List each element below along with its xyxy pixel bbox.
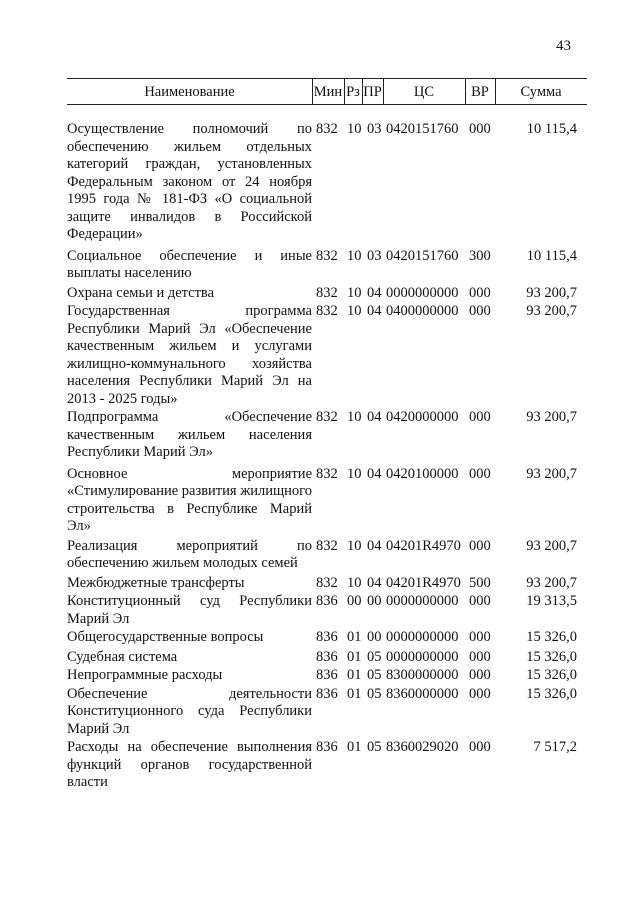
row-pr: 04 (367, 303, 382, 319)
row-pr: 05 (367, 685, 382, 702)
row-min: 832 (316, 284, 338, 301)
row-vr: 000 (469, 537, 491, 554)
row-vr: 000 (469, 739, 491, 755)
header-pr: ПР (363, 84, 382, 100)
row-sum: 15 326,0 (526, 667, 577, 683)
row-min: 832 (316, 121, 338, 137)
row-sum: 93 200,7 (526, 303, 577, 319)
row-sum: 93 200,7 (526, 284, 577, 301)
row-sum: 10 115,4 (526, 121, 577, 137)
row-pr: 05 (367, 667, 382, 683)
row-pr: 04 (367, 284, 382, 301)
row-rz: 01 (347, 685, 362, 702)
row-cs: 8360029020 (386, 739, 459, 755)
row-rz: 01 (347, 739, 362, 755)
row-cs: 0420100000 (386, 465, 459, 482)
row-rz: 10 (347, 121, 362, 137)
row-vr: 000 (469, 409, 491, 425)
row-pr: 03 (367, 247, 382, 264)
row-pr: 00 (367, 629, 382, 645)
row-name: Непрограммные расходы (67, 667, 223, 683)
table-row (67, 739, 607, 792)
row-pr: 04 (367, 574, 382, 591)
row-rz: 10 (347, 465, 362, 482)
row-pr: 04 (367, 465, 382, 482)
row-rz: 10 (347, 574, 362, 591)
row-pr: 05 (367, 739, 382, 755)
header-min: Мин (313, 84, 343, 100)
table-header-bottom-rule (67, 104, 587, 105)
table-row (67, 667, 607, 685)
row-rz: 10 (347, 303, 362, 319)
page-number: 43 (556, 38, 571, 54)
row-name: Осуществление полномочий по обеспечению жильем отдельных категорий граждан, установленных Федеральным законом от 24 ноября 1995 года № 181-ФЗ «О социальной защите инвалидов в Российской Федерации» (67, 121, 312, 242)
row-name: Обеспечение деятельности Конституционного суда Республики Марий Эл (67, 685, 312, 737)
row-name: Социальное обеспечение и иные выплаты населению (67, 247, 312, 281)
row-cs: 0420151760 (386, 247, 459, 264)
table-header-top-rule (67, 78, 587, 79)
row-sum: 7 517,2 (533, 739, 577, 755)
header-rz: Рз (346, 84, 360, 100)
row-min: 832 (316, 303, 338, 319)
row-vr: 000 (469, 685, 491, 702)
row-pr: 04 (367, 409, 382, 425)
row-name: Подпрограмма «Обеспечение качественным жильем населения Республики Марий Эл» (67, 409, 312, 460)
header-divider (362, 79, 363, 104)
table-row (67, 248, 607, 283)
row-name: Основное мероприятие «Стимулирование развития жилищного строительства в Республике Марий Эл» (67, 465, 312, 534)
row-min: 836 (316, 648, 338, 665)
row-min: 836 (316, 593, 338, 609)
table-row (67, 593, 607, 628)
row-sum: 93 200,7 (526, 537, 577, 554)
table-row (67, 649, 607, 667)
row-rz: 01 (347, 629, 362, 645)
row-sum: 15 326,0 (526, 629, 577, 645)
row-vr: 000 (469, 648, 491, 665)
header-cs: ЦС (413, 84, 435, 100)
table-body (67, 121, 607, 798)
table-row (67, 285, 607, 303)
row-cs: 0420000000 (386, 409, 459, 425)
row-name: Общегосударственные вопросы (67, 629, 264, 645)
row-cs: 0000000000 (386, 284, 459, 301)
header-divider (383, 79, 384, 104)
row-vr: 000 (469, 121, 491, 137)
row-sum: 15 326,0 (526, 685, 577, 702)
header-divider (344, 79, 345, 104)
row-cs: 0420151760 (386, 121, 459, 137)
header-sum: Сумма (520, 84, 562, 100)
row-cs: 0400000000 (386, 303, 459, 319)
row-sum: 93 200,7 (526, 409, 577, 425)
row-min: 836 (316, 739, 338, 755)
row-cs: 8300000000 (386, 667, 459, 683)
row-cs: 0000000000 (386, 593, 459, 609)
row-min: 832 (316, 574, 338, 591)
row-sum: 93 200,7 (526, 465, 577, 482)
row-rz: 10 (347, 247, 362, 264)
row-rz: 01 (347, 648, 362, 665)
row-rz: 00 (347, 593, 362, 609)
row-name: Конституционный суд Республики Марий Эл (67, 593, 312, 627)
row-vr: 000 (469, 629, 491, 645)
row-name: Государственная программа Республики Марий Эл «Обеспечение качественным жильем и услугами жилищно-коммунального хозяйства населения Республики Марий Эл на 2013 - 2025 годы» (67, 303, 312, 407)
row-pr: 05 (367, 648, 382, 665)
row-min: 832 (316, 465, 338, 482)
table-row (67, 409, 607, 462)
row-name: Судебная система (67, 648, 178, 665)
row-name: Реализация мероприятий по обеспечению жильем молодых семей (67, 537, 312, 571)
header-divider (465, 79, 466, 104)
row-min: 836 (316, 667, 338, 683)
row-pr: 00 (367, 593, 382, 609)
table-row (67, 303, 607, 408)
row-min: 832 (316, 409, 338, 425)
row-sum: 10 115,4 (526, 247, 577, 264)
row-cs: 0000000000 (386, 648, 459, 665)
table-row (67, 575, 607, 593)
row-vr: 000 (469, 593, 491, 609)
row-min: 836 (316, 685, 338, 702)
table-row (67, 686, 607, 739)
row-cs: 0000000000 (386, 629, 459, 645)
header-divider (312, 79, 313, 104)
row-cs: 04201R4970 (386, 574, 461, 591)
row-vr: 300 (469, 247, 491, 264)
table-row (67, 466, 607, 536)
row-pr: 03 (367, 121, 382, 137)
table-row (67, 538, 607, 573)
row-vr: 000 (469, 465, 491, 482)
row-sum: 93 200,7 (526, 574, 577, 591)
table-row (67, 121, 607, 244)
row-rz: 10 (347, 284, 362, 301)
row-sum: 15 326,0 (526, 648, 577, 665)
row-vr: 000 (469, 284, 491, 301)
row-name: Расходы на обеспечение выполнения функций органов государственной власти (67, 739, 312, 790)
row-vr: 000 (469, 303, 491, 319)
row-pr: 04 (367, 537, 382, 554)
row-rz: 10 (347, 409, 362, 425)
row-min: 832 (316, 247, 338, 264)
row-min: 832 (316, 537, 338, 554)
row-vr: 000 (469, 667, 491, 683)
table-header (67, 80, 587, 104)
table-row (67, 629, 607, 647)
row-name: Межбюджетные трансферты (67, 574, 245, 591)
row-name: Охрана семьи и детства (67, 284, 215, 301)
header-vr: ВР (471, 84, 489, 100)
row-cs: 8360000000 (386, 685, 459, 702)
row-rz: 10 (347, 537, 362, 554)
row-rz: 01 (347, 667, 362, 683)
row-min: 836 (316, 629, 338, 645)
header-name: Наименование (144, 84, 235, 100)
row-cs: 04201R4970 (386, 537, 461, 554)
row-vr: 500 (469, 574, 491, 591)
header-divider (495, 79, 496, 104)
row-sum: 19 313,5 (526, 593, 577, 609)
